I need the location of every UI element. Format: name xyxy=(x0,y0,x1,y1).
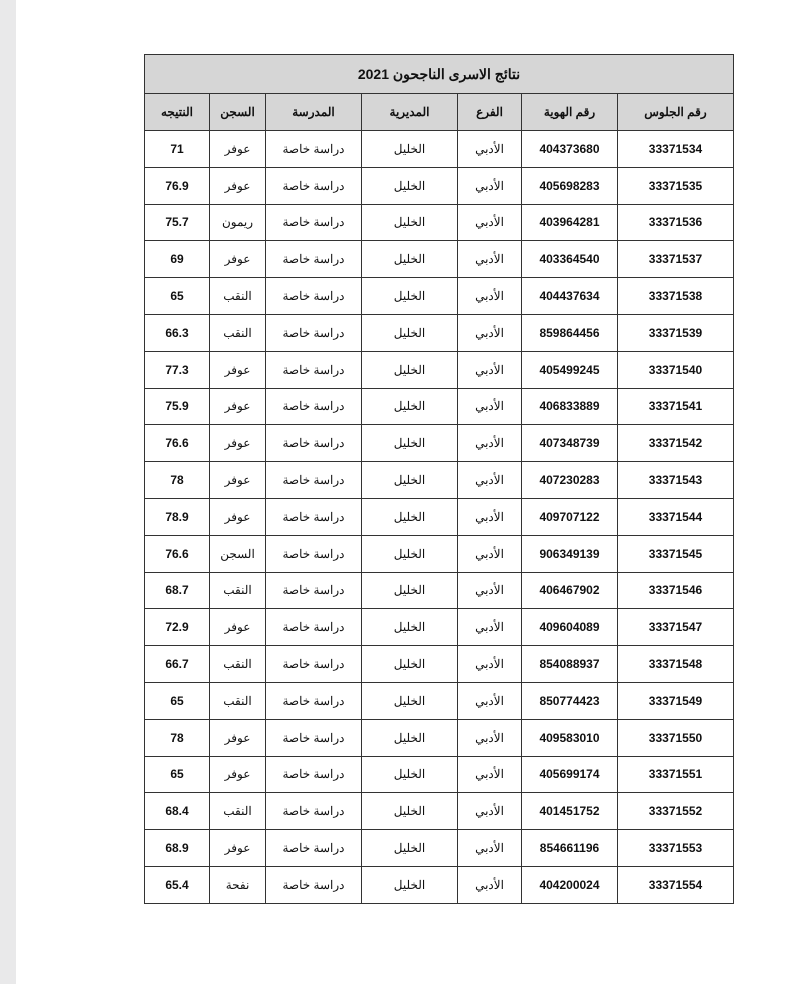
column-header-directorate: المديرية xyxy=(362,94,458,131)
prison-cell: النقب xyxy=(210,314,266,351)
prison-cell: عوفر xyxy=(210,719,266,756)
branch-cell: الأدبي xyxy=(458,351,522,388)
table-row xyxy=(145,793,734,830)
id-cell: 409604089 xyxy=(522,609,618,646)
school-cell: دراسة خاصة xyxy=(266,204,362,241)
prison-cell: عوفر xyxy=(210,388,266,425)
table-row xyxy=(145,682,734,719)
result-cell: 78 xyxy=(145,462,210,499)
table-row xyxy=(145,278,734,315)
branch-cell: الأدبي xyxy=(458,498,522,535)
seat-cell: 33371542 xyxy=(618,425,734,462)
table-row xyxy=(145,462,734,499)
seat-cell: 33371535 xyxy=(618,167,734,204)
branch-cell: الأدبي xyxy=(458,830,522,867)
branch-cell: الأدبي xyxy=(458,719,522,756)
directorate-cell: الخليل xyxy=(362,866,458,903)
school-cell: دراسة خاصة xyxy=(266,535,362,572)
id-cell: 406467902 xyxy=(522,572,618,609)
result-cell: 69 xyxy=(145,241,210,278)
result-cell: 65 xyxy=(145,756,210,793)
branch-cell: الأدبي xyxy=(458,572,522,609)
id-cell: 404373680 xyxy=(522,131,618,168)
id-cell: 405698283 xyxy=(522,167,618,204)
seat-cell: 33371548 xyxy=(618,646,734,683)
prison-cell: نفحة xyxy=(210,866,266,903)
table-row xyxy=(145,241,734,278)
prison-cell: عوفر xyxy=(210,167,266,204)
seat-cell: 33371543 xyxy=(618,462,734,499)
branch-cell: الأدبي xyxy=(458,167,522,204)
seat-cell: 33371536 xyxy=(618,204,734,241)
seat-cell: 33371547 xyxy=(618,609,734,646)
directorate-cell: الخليل xyxy=(362,830,458,867)
prison-cell: عوفر xyxy=(210,425,266,462)
table-row xyxy=(145,314,734,351)
column-header-id: رقم الهوية xyxy=(522,94,618,131)
result-cell: 78.9 xyxy=(145,498,210,535)
id-cell: 406833889 xyxy=(522,388,618,425)
prison-cell: عوفر xyxy=(210,609,266,646)
branch-cell: الأدبي xyxy=(458,131,522,168)
table-row xyxy=(145,572,734,609)
table-row xyxy=(145,646,734,683)
directorate-cell: الخليل xyxy=(362,646,458,683)
table-row xyxy=(145,830,734,867)
id-cell: 409707122 xyxy=(522,498,618,535)
school-cell: دراسة خاصة xyxy=(266,131,362,168)
prison-cell: عوفر xyxy=(210,498,266,535)
result-cell: 77.3 xyxy=(145,351,210,388)
directorate-cell: الخليل xyxy=(362,167,458,204)
id-cell: 404437634 xyxy=(522,278,618,315)
table-body xyxy=(145,131,734,904)
directorate-cell: الخليل xyxy=(362,131,458,168)
result-cell: 71 xyxy=(145,131,210,168)
table-row xyxy=(145,131,734,168)
seat-cell: 33371534 xyxy=(618,131,734,168)
id-cell: 859864456 xyxy=(522,314,618,351)
directorate-cell: الخليل xyxy=(362,498,458,535)
directorate-cell: الخليل xyxy=(362,462,458,499)
seat-cell: 33371554 xyxy=(618,866,734,903)
result-cell: 68.4 xyxy=(145,793,210,830)
seat-cell: 33371537 xyxy=(618,241,734,278)
seat-cell: 33371538 xyxy=(618,278,734,315)
column-header-school: المدرسة xyxy=(266,94,362,131)
directorate-cell: الخليل xyxy=(362,756,458,793)
prison-cell: النقب xyxy=(210,682,266,719)
seat-cell: 33371549 xyxy=(618,682,734,719)
school-cell: دراسة خاصة xyxy=(266,241,362,278)
table-row xyxy=(145,719,734,756)
result-cell: 66.3 xyxy=(145,314,210,351)
prison-cell: عوفر xyxy=(210,351,266,388)
branch-cell: الأدبي xyxy=(458,793,522,830)
id-cell: 850774423 xyxy=(522,682,618,719)
prison-cell: النقب xyxy=(210,572,266,609)
id-cell: 854088937 xyxy=(522,646,618,683)
school-cell: دراسة خاصة xyxy=(266,314,362,351)
directorate-cell: الخليل xyxy=(362,535,458,572)
directorate-cell: الخليل xyxy=(362,609,458,646)
seat-cell: 33371552 xyxy=(618,793,734,830)
prison-cell: عوفر xyxy=(210,830,266,867)
prison-cell: عوفر xyxy=(210,241,266,278)
directorate-cell: الخليل xyxy=(362,572,458,609)
prison-cell: السجن xyxy=(210,535,266,572)
branch-cell: الأدبي xyxy=(458,425,522,462)
school-cell: دراسة خاصة xyxy=(266,830,362,867)
school-cell: دراسة خاصة xyxy=(266,866,362,903)
table-row xyxy=(145,498,734,535)
result-cell: 66.7 xyxy=(145,646,210,683)
school-cell: دراسة خاصة xyxy=(266,719,362,756)
school-cell: دراسة خاصة xyxy=(266,572,362,609)
school-cell: دراسة خاصة xyxy=(266,388,362,425)
branch-cell: الأدبي xyxy=(458,535,522,572)
directorate-cell: الخليل xyxy=(362,682,458,719)
branch-cell: الأدبي xyxy=(458,646,522,683)
seat-cell: 33371541 xyxy=(618,388,734,425)
column-header-seat: رقم الجلوس xyxy=(618,94,734,131)
branch-cell: الأدبي xyxy=(458,241,522,278)
branch-cell: الأدبي xyxy=(458,866,522,903)
branch-cell: الأدبي xyxy=(458,682,522,719)
school-cell: دراسة خاصة xyxy=(266,167,362,204)
prison-cell: عوفر xyxy=(210,462,266,499)
school-cell: دراسة خاصة xyxy=(266,793,362,830)
prison-cell: النقب xyxy=(210,793,266,830)
result-cell: 76.6 xyxy=(145,535,210,572)
id-cell: 401451752 xyxy=(522,793,618,830)
branch-cell: الأدبي xyxy=(458,278,522,315)
directorate-cell: الخليل xyxy=(362,351,458,388)
result-cell: 65 xyxy=(145,682,210,719)
table-row xyxy=(145,425,734,462)
school-cell: دراسة خاصة xyxy=(266,646,362,683)
table-row xyxy=(145,535,734,572)
result-cell: 72.9 xyxy=(145,609,210,646)
id-cell: 407230283 xyxy=(522,462,618,499)
seat-cell: 33371539 xyxy=(618,314,734,351)
table-row xyxy=(145,167,734,204)
result-cell: 65 xyxy=(145,278,210,315)
directorate-cell: الخليل xyxy=(362,388,458,425)
prison-cell: عوفر xyxy=(210,756,266,793)
school-cell: دراسة خاصة xyxy=(266,756,362,793)
result-cell: 75.9 xyxy=(145,388,210,425)
table-row xyxy=(145,756,734,793)
directorate-cell: الخليل xyxy=(362,278,458,315)
id-cell: 405499245 xyxy=(522,351,618,388)
school-cell: دراسة خاصة xyxy=(266,462,362,499)
directorate-cell: الخليل xyxy=(362,314,458,351)
id-cell: 403964281 xyxy=(522,204,618,241)
result-cell: 75.7 xyxy=(145,204,210,241)
id-cell: 404200024 xyxy=(522,866,618,903)
branch-cell: الأدبي xyxy=(458,609,522,646)
id-cell: 854661196 xyxy=(522,830,618,867)
prison-cell: ريمون xyxy=(210,204,266,241)
seat-cell: 33371550 xyxy=(618,719,734,756)
directorate-cell: الخليل xyxy=(362,241,458,278)
result-cell: 68.7 xyxy=(145,572,210,609)
branch-cell: الأدبي xyxy=(458,462,522,499)
header-row xyxy=(145,94,734,131)
id-cell: 906349139 xyxy=(522,535,618,572)
prison-cell: عوفر xyxy=(210,131,266,168)
column-header-prison: السجن xyxy=(210,94,266,131)
prison-cell: النقب xyxy=(210,278,266,315)
id-cell: 407348739 xyxy=(522,425,618,462)
directorate-cell: الخليل xyxy=(362,719,458,756)
column-header-result: النتيجه xyxy=(145,94,210,131)
table-row xyxy=(145,388,734,425)
branch-cell: الأدبي xyxy=(458,314,522,351)
school-cell: دراسة خاصة xyxy=(266,609,362,646)
table-title: نتائج الاسرى الناجحون 2021 xyxy=(145,55,734,94)
seat-cell: 33371553 xyxy=(618,830,734,867)
result-cell: 65.4 xyxy=(145,866,210,903)
seat-cell: 33371551 xyxy=(618,756,734,793)
branch-cell: الأدبي xyxy=(458,204,522,241)
table-row xyxy=(145,351,734,388)
school-cell: دراسة خاصة xyxy=(266,498,362,535)
result-cell: 76.9 xyxy=(145,167,210,204)
school-cell: دراسة خاصة xyxy=(266,278,362,315)
school-cell: دراسة خاصة xyxy=(266,425,362,462)
table-row xyxy=(145,866,734,903)
school-cell: دراسة خاصة xyxy=(266,682,362,719)
result-cell: 78 xyxy=(145,719,210,756)
table-row xyxy=(145,609,734,646)
seat-cell: 33371540 xyxy=(618,351,734,388)
directorate-cell: الخليل xyxy=(362,204,458,241)
directorate-cell: الخليل xyxy=(362,425,458,462)
id-cell: 405699174 xyxy=(522,756,618,793)
results-table xyxy=(144,54,734,904)
seat-cell: 33371546 xyxy=(618,572,734,609)
table-row xyxy=(145,204,734,241)
branch-cell: الأدبي xyxy=(458,388,522,425)
id-cell: 409583010 xyxy=(522,719,618,756)
result-cell: 76.6 xyxy=(145,425,210,462)
directorate-cell: الخليل xyxy=(362,793,458,830)
prison-cell: النقب xyxy=(210,646,266,683)
column-header-branch: الفرع xyxy=(458,94,522,131)
seat-cell: 33371545 xyxy=(618,535,734,572)
result-cell: 68.9 xyxy=(145,830,210,867)
school-cell: دراسة خاصة xyxy=(266,351,362,388)
id-cell: 403364540 xyxy=(522,241,618,278)
branch-cell: الأدبي xyxy=(458,756,522,793)
seat-cell: 33371544 xyxy=(618,498,734,535)
